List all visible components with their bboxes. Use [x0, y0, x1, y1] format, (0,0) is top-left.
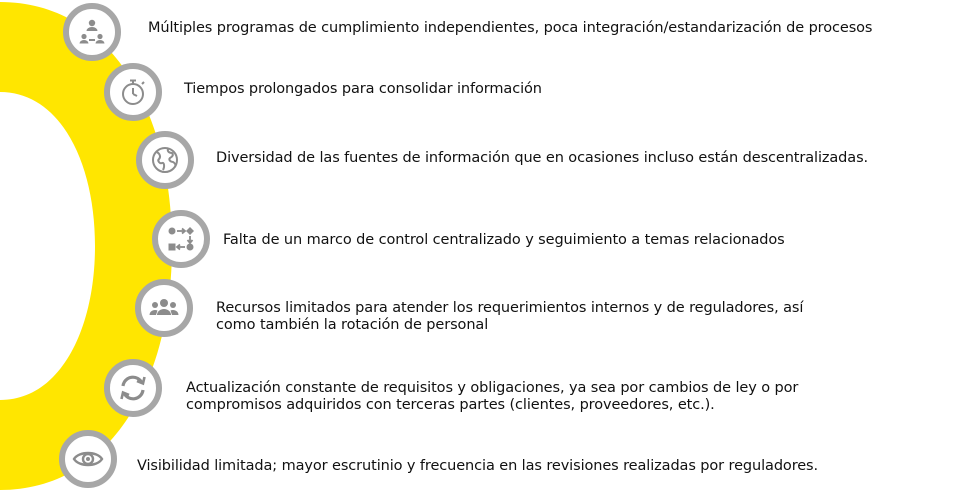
item-label — [186, 380, 798, 414]
item-label-line: Tiempos prolongados para consolidar información — [184, 81, 542, 97]
item-label — [184, 81, 542, 98]
workflow-icon — [152, 210, 210, 268]
stopwatch-icon — [104, 63, 162, 121]
item-label-line: Falta de un marco de control centralizado y seguimiento a temas relacionados — [223, 232, 785, 248]
refresh-icon — [104, 359, 162, 417]
item-label — [223, 232, 785, 249]
item-label-line: Actualización constante de requisitos y obligaciones, ya sea por cambios de ley o por — [186, 380, 799, 396]
item-label-line: Diversidad de las fuentes de información que en ocasiones incluso están descentralizadas. — [216, 150, 869, 166]
item-label-line: compromisos adquiridos con terceras partes (clientes, proveedores, etc.). — [186, 397, 715, 413]
item-label — [148, 20, 872, 37]
item-label — [137, 458, 818, 475]
item-label-line: Recursos limitados para atender los requerimientos internos y de reguladores, así — [216, 300, 804, 316]
globe-icon — [136, 131, 194, 189]
people-group-icon — [135, 279, 193, 337]
item-label — [216, 150, 868, 167]
item-label-line: Múltiples programas de cumplimiento independientes, poca integración/estandarización de procesos — [148, 20, 873, 36]
eye-icon — [59, 430, 117, 488]
item-label-line: como también la rotación de personal — [216, 317, 489, 333]
item-label-line: Visibilidad limitada; mayor escrutinio y frecuencia en las revisiones realizadas por reguladores. — [137, 458, 819, 474]
item-label — [216, 300, 803, 334]
org-chart-icon — [63, 3, 121, 61]
